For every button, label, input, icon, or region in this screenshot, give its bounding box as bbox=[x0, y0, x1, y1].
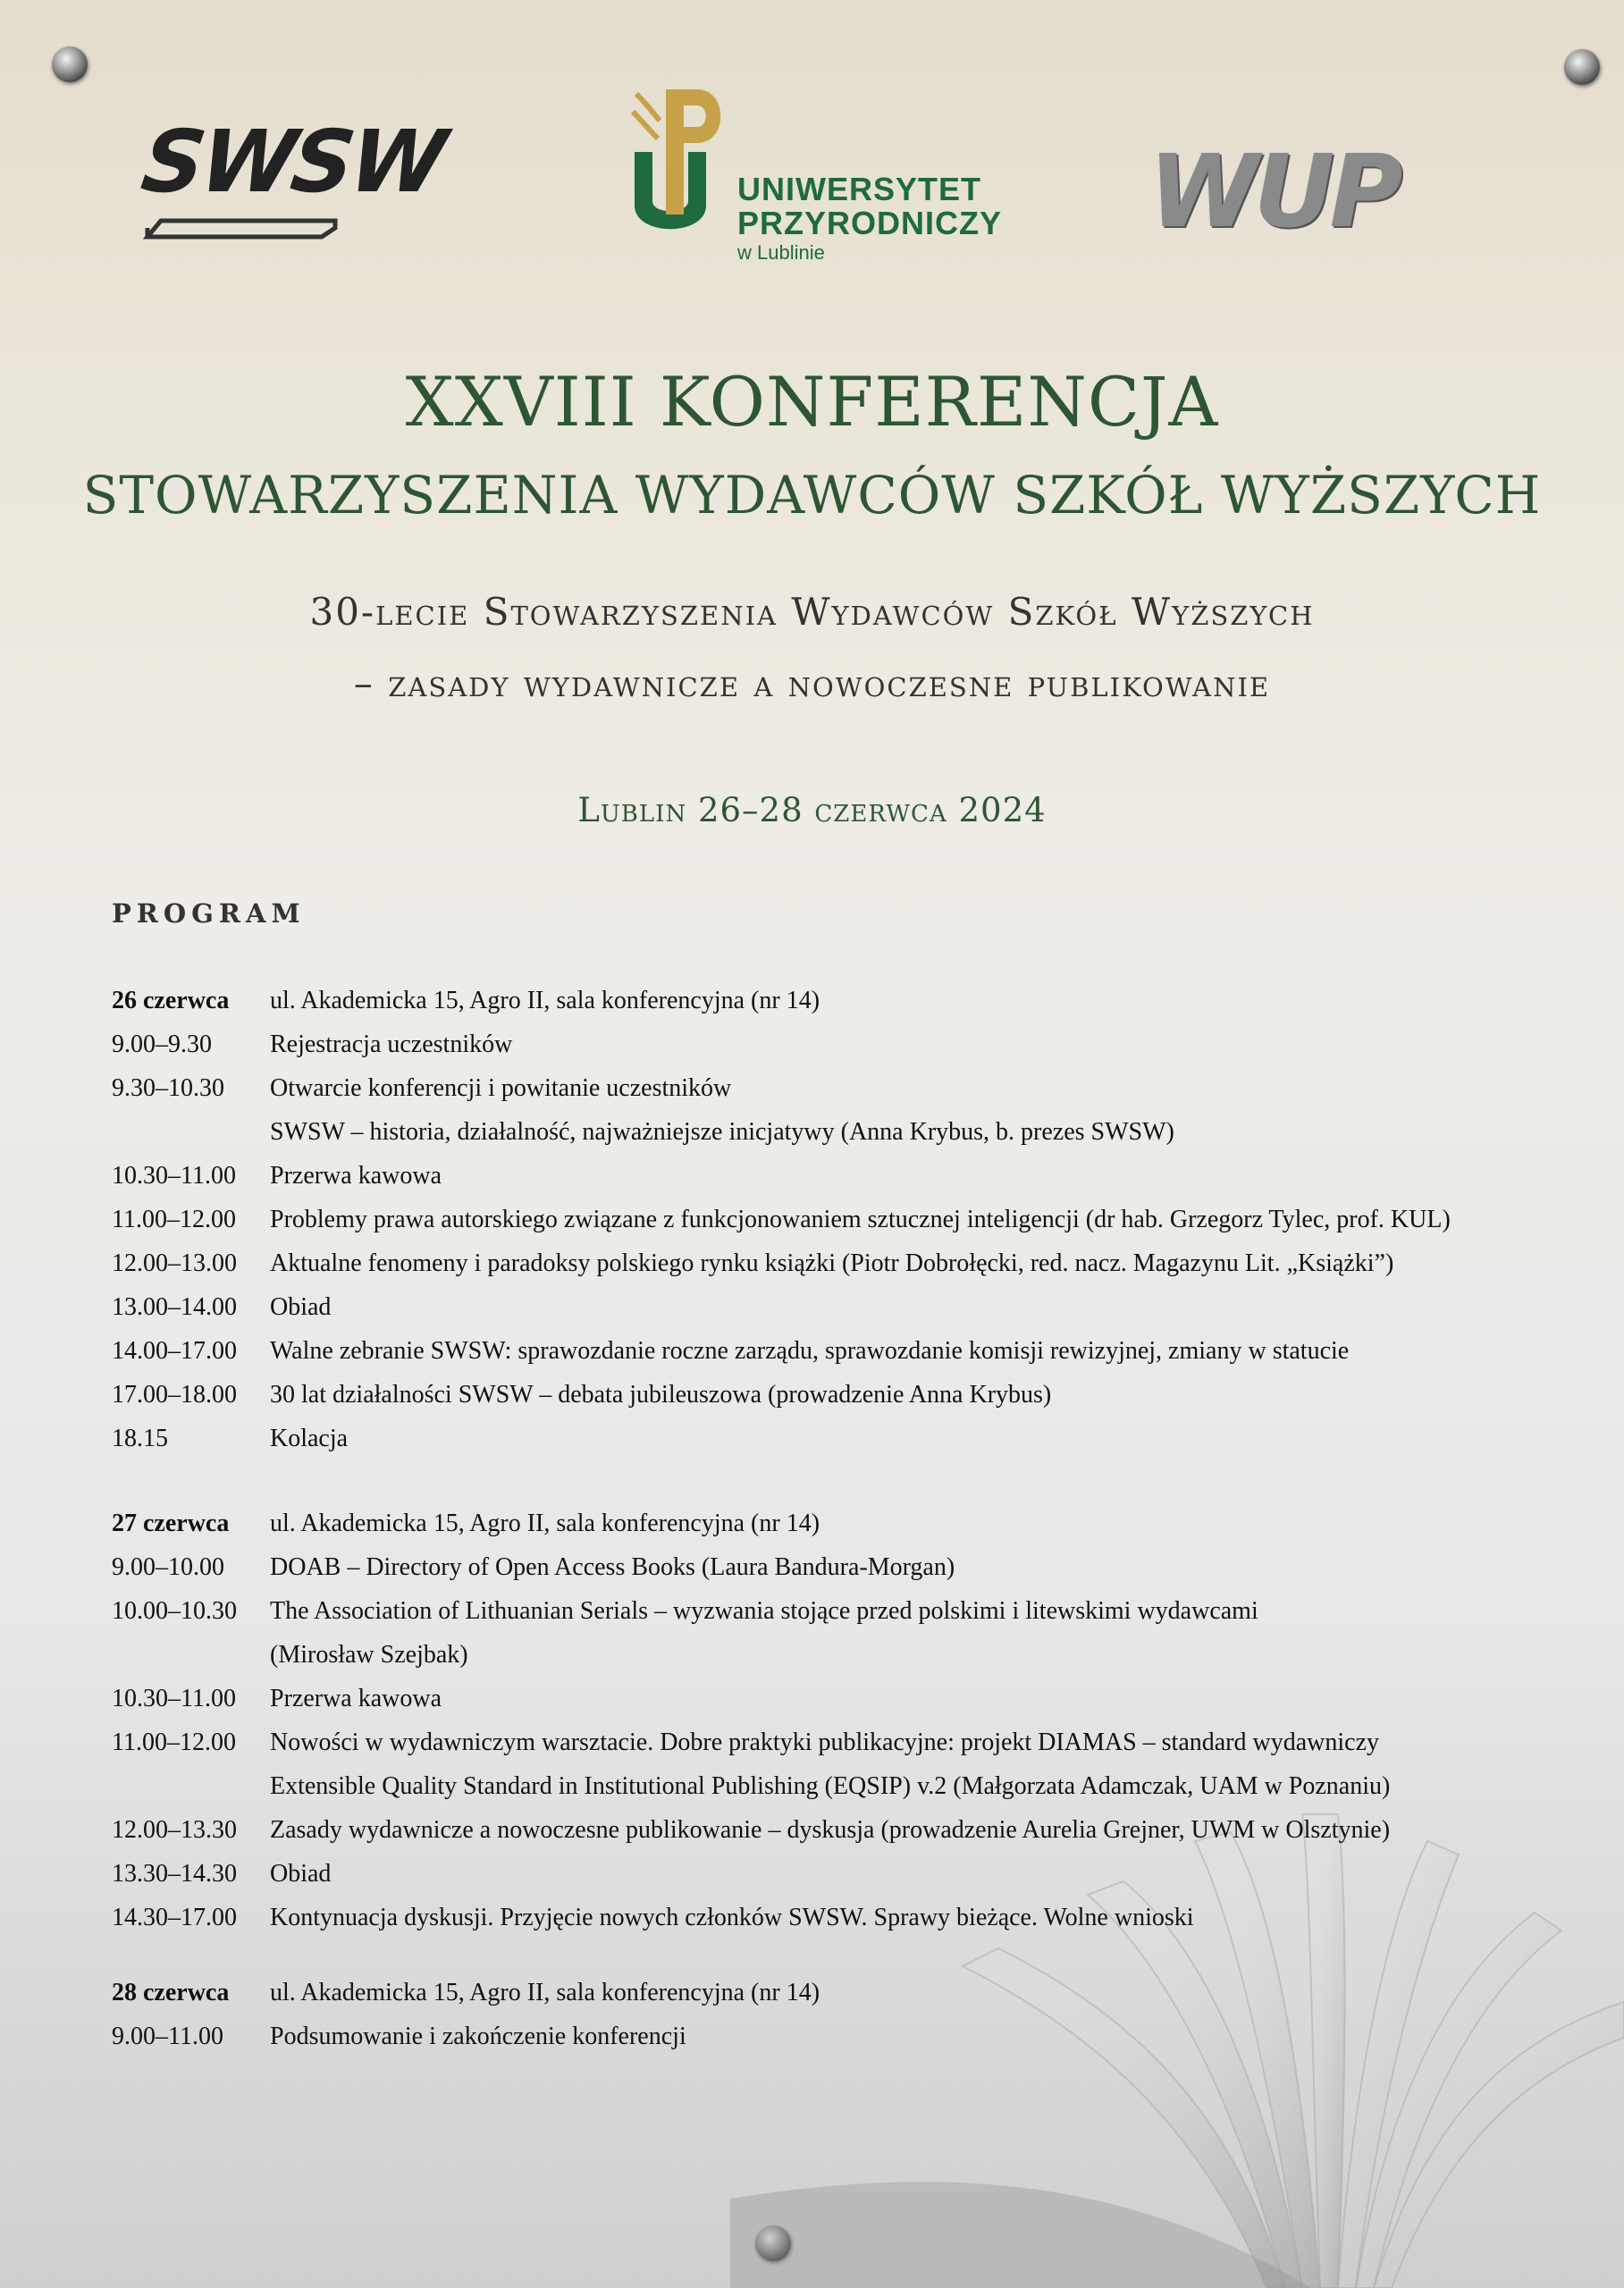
schedule-row bbox=[112, 1852, 1595, 1896]
book-icon bbox=[143, 210, 349, 246]
schedule-time: 17.00–18.00 bbox=[112, 1380, 237, 1409]
day-header bbox=[112, 1971, 1595, 2015]
mounting-screw-icon bbox=[52, 46, 88, 82]
up-lublin-logo bbox=[626, 80, 1001, 273]
mounting-screw-icon bbox=[1564, 49, 1600, 85]
day-header bbox=[112, 979, 1595, 1022]
schedule-time: 10.00–10.30 bbox=[112, 1596, 237, 1625]
schedule-row bbox=[112, 1110, 1595, 1154]
schedule-desc: Extensible Quality Standard in Institutional Publishing (EQSIP) v.2 (Małgorzata Adamczak, UAM w Poznaniu) bbox=[270, 1771, 1391, 1800]
conference-subtitle: 30-lecie Stowarzyszenia Wydawców Szkół Wyższych bbox=[309, 590, 1315, 634]
up-name-line1: UNIWERSYTET bbox=[737, 171, 982, 207]
schedule-desc: Rejestracja uczestników bbox=[270, 1030, 513, 1058]
schedule-desc: 30 lat działalności SWSW – debata jubileuszowa (prowadzenie Anna Krybus) bbox=[270, 1380, 1052, 1409]
schedule-time: 9.30–10.30 bbox=[112, 1073, 224, 1102]
schedule-row bbox=[112, 1154, 1595, 1198]
schedule-row bbox=[112, 1417, 1595, 1460]
schedule-row bbox=[112, 1241, 1595, 1285]
schedule-time: 11.00–12.00 bbox=[112, 1728, 236, 1756]
schedule-row bbox=[112, 1066, 1595, 1110]
schedule-row bbox=[112, 1896, 1595, 1939]
conference-title-line2: STOWARZYSZENIA WYDAWCÓW SZKÓŁ WYŻSZYCH bbox=[82, 465, 1542, 526]
schedule-row bbox=[112, 1808, 1595, 1852]
wup-logo-text: WUP bbox=[1149, 134, 1398, 250]
swsw-logo-text: SWSW bbox=[136, 112, 449, 212]
day-date: 27 czerwca bbox=[112, 1509, 230, 1537]
conference-title: XXVIII KONFERENCJA bbox=[405, 362, 1219, 442]
schedule-desc: Kolacja bbox=[270, 1424, 349, 1452]
schedule-time: 13.30–14.30 bbox=[112, 1859, 237, 1888]
schedule-row bbox=[112, 1022, 1595, 1066]
schedule-row bbox=[112, 2015, 1595, 2058]
schedule-time: 12.00–13.00 bbox=[112, 1249, 237, 1277]
schedule-row bbox=[112, 1373, 1595, 1417]
schedule-time: 12.00–13.30 bbox=[112, 1815, 237, 1844]
wup-logo bbox=[1149, 134, 1426, 250]
schedule-time: 10.30–11.00 bbox=[112, 1161, 236, 1190]
schedule-desc: The Association of Lithuanian Serials – wyzwania stojące przed polskimi i litewskimi wydawcami bbox=[270, 1596, 1258, 1625]
schedule-desc: Problemy prawa autorskiego związane z funkcjonowaniem sztucznej inteligencji (dr hab. Grzegorz Tylec, prof. KUL) bbox=[270, 1205, 1451, 1233]
conference-dates: Lublin 26–28 czerwca 2024 bbox=[577, 791, 1047, 829]
day-date: 28 czerwca bbox=[112, 1978, 230, 2006]
program-heading: PROGRAM bbox=[112, 898, 306, 929]
day-header bbox=[112, 1502, 1595, 1545]
schedule-time: 10.30–11.00 bbox=[112, 1684, 236, 1712]
schedule-row bbox=[112, 1764, 1595, 1808]
schedule-desc: (Mirosław Szejbak) bbox=[270, 1640, 468, 1669]
schedule-desc: Kontynuacja dyskusji. Przyjęcie nowych członków SWSW. Sprawy bieżące. Wolne wnioski bbox=[270, 1903, 1194, 1931]
up-name-line2: PRZYRODNICZY bbox=[737, 205, 1003, 241]
schedule-time: 9.00–11.00 bbox=[112, 2022, 223, 2050]
day-venue: ul. Akademicka 15, Agro II, sala konferencyjna (nr 14) bbox=[270, 986, 820, 1014]
schedule-row bbox=[112, 1545, 1595, 1589]
schedule-desc: Obiad bbox=[270, 1859, 332, 1888]
up-emblem-icon bbox=[626, 80, 742, 241]
schedule-desc: SWSW – historia, działalność, najważniejsze inicjatywy (Anna Krybus, b. prezes SWSW) bbox=[270, 1117, 1174, 1146]
schedule-row bbox=[112, 1633, 1595, 1677]
schedule-desc: Podsumowanie i zakończenie konferencji bbox=[270, 2022, 686, 2050]
up-city: w Lublinie bbox=[737, 241, 825, 264]
schedule-time: 14.30–17.00 bbox=[112, 1903, 237, 1931]
schedule-row bbox=[112, 1589, 1595, 1633]
conference-subtitle-line2: – zasady wydawnicze a nowoczesne publikowanie bbox=[353, 661, 1271, 705]
schedule-desc: Otwarcie konferencji i powitanie uczestników bbox=[270, 1073, 732, 1102]
schedule-row bbox=[112, 1720, 1595, 1764]
program-day bbox=[112, 1971, 1595, 2058]
day-date: 26 czerwca bbox=[112, 986, 230, 1014]
day-venue: ul. Akademicka 15, Agro II, sala konferencyjna (nr 14) bbox=[270, 1978, 820, 2006]
schedule-desc: Nowości w wydawniczym warsztacie. Dobre praktyki publikacyjne: projekt DIAMAS – standard wydawniczy bbox=[270, 1728, 1379, 1756]
swsw-logo bbox=[136, 112, 449, 255]
schedule-time: 9.00–9.30 bbox=[112, 1030, 212, 1058]
schedule-desc: Walne zebranie SWSW: sprawozdanie roczne zarządu, sprawozdanie komisji rewizyjnej, zmiany w statucie bbox=[270, 1336, 1350, 1365]
schedule-time: 18.15 bbox=[112, 1424, 168, 1452]
schedule-desc: Obiad bbox=[270, 1292, 332, 1321]
schedule-row bbox=[112, 1677, 1595, 1720]
schedule-desc: Aktualne fenomeny i paradoksy polskiego rynku książki (Piotr Dobrołęcki, red. nacz. Magazynu Lit. „Książki”) bbox=[270, 1249, 1394, 1277]
day-venue: ul. Akademicka 15, Agro II, sala konferencyjna (nr 14) bbox=[270, 1509, 820, 1537]
schedule-row bbox=[112, 1198, 1595, 1241]
program-day bbox=[112, 1502, 1595, 1939]
schedule-desc: Przerwa kawowa bbox=[270, 1161, 442, 1190]
schedule-desc: Przerwa kawowa bbox=[270, 1684, 442, 1712]
schedule-time: 9.00–10.00 bbox=[112, 1552, 224, 1581]
schedule-row bbox=[112, 1285, 1595, 1329]
schedule-row bbox=[112, 1329, 1595, 1373]
schedule-desc: DOAB – Directory of Open Access Books (Laura Bandura-Morgan) bbox=[270, 1552, 955, 1581]
program-day bbox=[112, 979, 1595, 1460]
schedule-time: 11.00–12.00 bbox=[112, 1205, 236, 1233]
schedule-time: 13.00–14.00 bbox=[112, 1292, 237, 1321]
schedule-desc: Zasady wydawnicze a nowoczesne publikowanie – dyskusja (prowadzenie Aurelia Grejner, UWM w Olsztynie) bbox=[270, 1815, 1391, 1844]
schedule-time: 14.00–17.00 bbox=[112, 1336, 237, 1365]
